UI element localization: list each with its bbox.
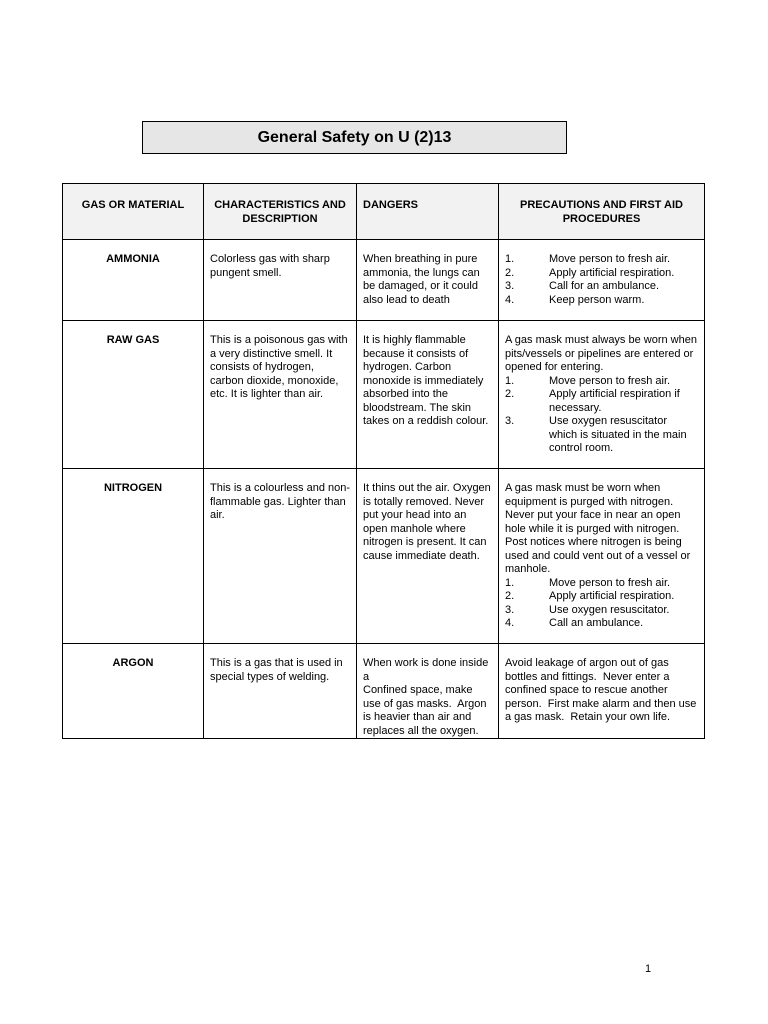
dangers-cell: When breathing in pure ammonia, the lungs can be damaged, or it could also lead to death (357, 240, 499, 321)
step-number: 2. (505, 266, 515, 279)
precautions-intro: Avoid leakage of argon out of gas bottles and fittings. Never enter a confined space to rescue another person. First make alarm and then use a gas mask. Retain your own life. (505, 657, 700, 723)
step-item (505, 590, 698, 604)
table-row (63, 644, 705, 739)
step-item (505, 267, 698, 281)
safety-table (62, 183, 705, 739)
step-number: 4. (505, 293, 515, 306)
step-item (505, 577, 698, 591)
step-item (505, 280, 698, 294)
step-number: 1. (505, 374, 515, 387)
step-number: 2. (505, 388, 515, 400)
step-text: Keep person warm. (549, 293, 645, 306)
characteristics-cell: This is a poisonous gas with a very distinctive smell. It consists of hydrogen, carbon dioxide, monoxide, etc. It is lighter than air. (204, 321, 357, 469)
step-number: 1. (505, 576, 515, 589)
dangers-cell (357, 644, 499, 739)
characteristics-cell: This is a gas that is used in special types of welding. (204, 644, 357, 739)
gas-name: RAW GAS (63, 321, 204, 469)
dangers-cell: It thins out the air. Oxygen is totally removed. Never put your head into an open manhole where nitrogen is present. It can cause immediate death. (357, 469, 499, 644)
step-item (505, 604, 698, 618)
step-text: Move person to fresh air. (549, 374, 671, 387)
precautions-cell (499, 240, 705, 321)
step-text: Apply artificial respiration. (549, 266, 675, 279)
precautions-cell (499, 469, 705, 644)
table-row (63, 469, 705, 644)
document-title: General Safety on U (2)13 (142, 121, 567, 154)
step-text: Call an ambulance. (549, 617, 644, 629)
gas-name: AMMONIA (63, 240, 204, 321)
precautions-intro: A gas mask must always be worn when pits/vessels or pipelines are entered or opened for entering. (505, 334, 701, 373)
step-item (505, 617, 698, 631)
dangers-cell: It is highly flammable because it consists of hydrogen. Carbon monoxide is immediately absorbed into the bloodstream. The skin takes on a reddish colour. (357, 321, 499, 469)
step-number: 3. (505, 280, 515, 292)
step-item (505, 375, 698, 389)
precautions-cell (499, 644, 705, 739)
header-dangers: DANGERS (357, 184, 499, 240)
gas-name: ARGON (63, 644, 204, 739)
step-number: 2. (505, 590, 515, 602)
header-characteristics: CHARACTERISTICS AND DESCRIPTION (204, 184, 357, 240)
precautions-intro: A gas mask must be worn when equipment is purged with nitrogen. Never put your face in near an open hole while it is purged with nitrogen. Post notices where nitrogen is being used and could vent out of a vessel or manhole. (505, 482, 694, 575)
step-text: Call for an ambulance. (549, 280, 660, 292)
step-text: Use oxygen resuscitator which is situated in the main control room. (549, 415, 687, 454)
step-text: Move person to fresh air. (549, 253, 671, 265)
step-text: Move person to fresh air. (549, 576, 671, 589)
precautions-cell (499, 321, 705, 469)
step-text: Apply artificial respiration if necessary. (549, 388, 680, 414)
gas-name: NITROGEN (63, 469, 204, 644)
table-header-row (63, 184, 705, 240)
step-item (505, 415, 698, 456)
step-number: 4. (505, 617, 515, 629)
step-text: Use oxygen resuscitator. (549, 603, 670, 616)
table-row (63, 240, 705, 321)
header-precautions: PRECAUTIONS AND FIRST AID PROCEDURES (499, 184, 705, 240)
step-number: 3. (505, 415, 515, 427)
header-gas: GAS OR MATERIAL (63, 184, 204, 240)
table-row (63, 321, 705, 469)
step-item (505, 388, 698, 415)
dangers-text: When work is done inside a Confined space, make use of gas masks. Argon is heavier than air and replaces all the oxygen. (363, 657, 489, 737)
characteristics-cell: Colorless gas with sharp pungent smell. (204, 240, 357, 321)
step-text: Apply artificial respiration. (549, 590, 675, 602)
step-item (505, 294, 698, 308)
step-number: 3. (505, 603, 515, 616)
step-number: 1. (505, 253, 515, 265)
page-number: 1 (645, 963, 652, 975)
step-item (505, 253, 698, 267)
characteristics-cell: This is a colourless and non-flammable gas. Lighter than air. (204, 469, 357, 644)
